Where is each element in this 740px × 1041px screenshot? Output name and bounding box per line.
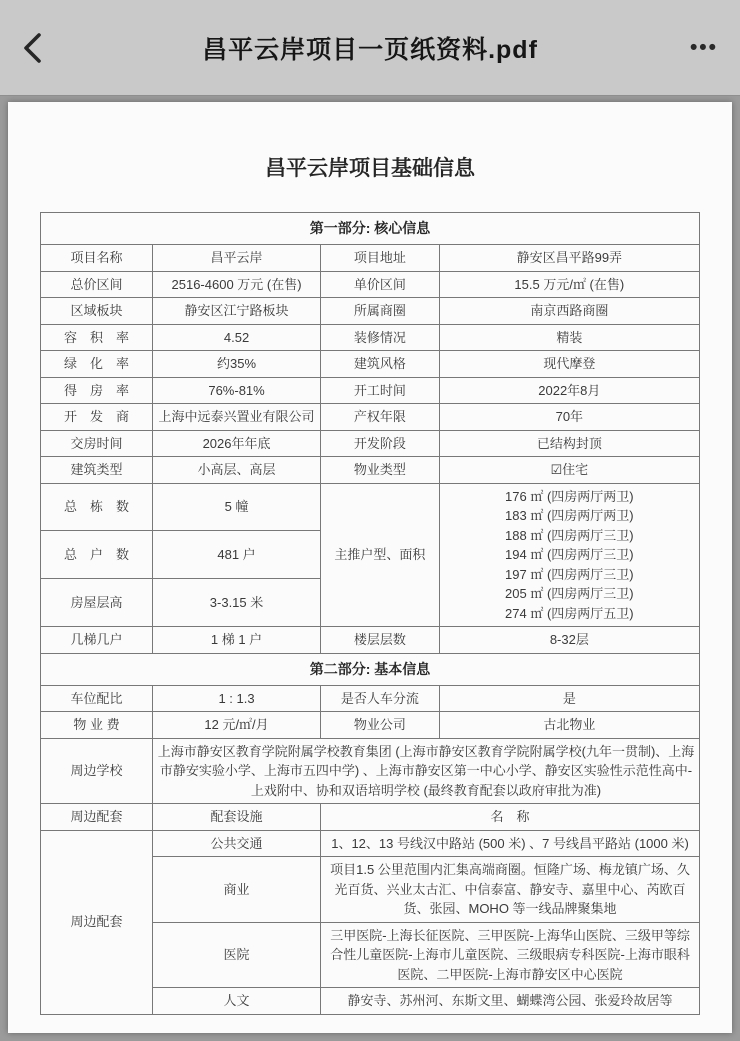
field-value: 481 户 xyxy=(153,531,321,579)
facility-category: 商业 xyxy=(153,857,321,923)
field-label: 容 积 率 xyxy=(41,324,153,351)
field-label: 几梯几户 xyxy=(41,627,153,654)
table-row xyxy=(41,627,700,654)
column-header-facility: 配套设施 xyxy=(153,804,321,831)
field-label: 房屋层高 xyxy=(41,579,153,627)
pdf-page xyxy=(8,102,732,1033)
field-value: 3-3.15 米 xyxy=(153,579,321,627)
field-label: 周边学校 xyxy=(41,738,153,804)
field-value: 12 元/㎡/月 xyxy=(153,712,321,739)
table-row xyxy=(41,457,700,484)
field-label: 总价区间 xyxy=(41,271,153,298)
field-label: 得 房 率 xyxy=(41,377,153,404)
facility-description: 三甲医院-上海长征医院、三甲医院-上海华山医院、三级甲等综合性儿童医院-上海市儿童医院、三级眼病专科医院-上海市眼科医院、二甲医院-上海市静安区中心医院 xyxy=(321,922,700,988)
field-value: 是 xyxy=(439,685,699,712)
section-header: 第一部分: 核心信息 xyxy=(41,213,700,245)
facility-description: 静安寺、苏州河、东斯文里、蝴蝶湾公园、张爱玲故居等 xyxy=(321,988,700,1015)
table-row xyxy=(41,685,700,712)
facility-description: 项目1.5 公里范围内汇集高端商圈。恒隆广场、梅龙镇广场、久光百货、兴业太古汇、中信泰富、静安寺、嘉里中心、芮欧百货、张园、MOHO 等一线品牌聚集地 xyxy=(321,857,700,923)
unit-type-item: 194 ㎡ (四房两厅三卫) xyxy=(505,547,634,562)
table-row xyxy=(41,830,700,857)
field-label: 项目名称 xyxy=(41,245,153,272)
field-value: 2516-4600 万元 (在售) xyxy=(153,271,321,298)
field-label: 物业公司 xyxy=(321,712,440,739)
field-value: 4.52 xyxy=(153,324,321,351)
unit-type-item: 274 ㎡ (四房两厅五卫) xyxy=(505,605,634,621)
table-row xyxy=(41,712,700,739)
field-label: 车位配比 xyxy=(41,685,153,712)
field-label: 项目地址 xyxy=(321,245,440,272)
section-1-header-row xyxy=(41,213,700,245)
field-value: 2022年8月 xyxy=(439,377,699,404)
field-value: 古北物业 xyxy=(439,712,699,739)
section-header: 第二部分: 基本信息 xyxy=(41,653,700,685)
field-value: 8-32层 xyxy=(439,627,699,654)
facility-category: 人文 xyxy=(153,988,321,1015)
field-value: 1 : 1.3 xyxy=(153,685,321,712)
table-row xyxy=(41,298,700,325)
document-heading: 昌平云岸项目基础信息 xyxy=(265,157,475,180)
field-label: 主推户型、面积 xyxy=(321,483,440,627)
field-value: 1 梯 1 户 xyxy=(153,627,321,654)
field-label: 区域板块 xyxy=(41,298,153,325)
field-value: 精装 xyxy=(439,324,699,351)
field-value: 昌平云岸 xyxy=(153,245,321,272)
field-label: 开工时间 xyxy=(321,377,440,404)
field-value: 2026年年底 xyxy=(153,430,321,457)
field-label: 产权年限 xyxy=(321,404,440,431)
table-row xyxy=(41,377,700,404)
more-icon: ••• xyxy=(689,35,718,59)
file-title: 昌平云岸项目一页纸资料.pdf xyxy=(202,35,538,64)
table-row xyxy=(41,271,700,298)
field-label: 交房时间 xyxy=(41,430,153,457)
field-value: 15.5 万元/㎡ (在售) xyxy=(439,271,699,298)
field-value: 南京西路商圈 xyxy=(439,298,699,325)
field-value: 小高层、高层 xyxy=(153,457,321,484)
field-value: 70年 xyxy=(439,404,699,431)
field-value: 静安区昌平路99弄 xyxy=(439,245,699,272)
field-label: 物业类型 xyxy=(321,457,440,484)
section-2-header-row xyxy=(41,653,700,685)
table-row xyxy=(41,324,700,351)
facility-category: 公共交通 xyxy=(153,830,321,857)
back-button[interactable] xyxy=(22,32,76,64)
unit-type-item: 176 ㎡ (四房两厅两卫) xyxy=(505,488,634,504)
field-label: 楼层层数 xyxy=(321,627,440,654)
table-row xyxy=(41,804,700,831)
field-label: 物 业 费 xyxy=(41,712,153,739)
field-label: 周边配套 xyxy=(41,830,153,1014)
column-header-name: 名 称 xyxy=(321,804,700,831)
field-label: 总 栋 数 xyxy=(41,483,153,531)
field-value: 静安区江宁路板块 xyxy=(153,298,321,325)
more-button[interactable] xyxy=(664,36,718,60)
field-value: ☑住宅 xyxy=(439,457,699,484)
field-label: 是否人车分流 xyxy=(321,685,440,712)
table-row xyxy=(41,738,700,804)
field-label: 所属商圈 xyxy=(321,298,440,325)
table-row xyxy=(41,351,700,378)
info-table xyxy=(40,212,700,1015)
field-value: 76%-81% xyxy=(153,377,321,404)
field-label: 单价区间 xyxy=(321,271,440,298)
unit-type-item: 188 ㎡ (四房两厅三卫) xyxy=(505,527,634,543)
unit-type-item: 183 ㎡ (四房两厅两卫) xyxy=(505,508,634,523)
table-row xyxy=(41,404,700,431)
field-label: 总 户 数 xyxy=(41,531,153,579)
table-row xyxy=(41,245,700,272)
field-label: 绿 化 率 xyxy=(41,351,153,378)
field-value: 现代摩登 xyxy=(439,351,699,378)
field-label: 周边配套 xyxy=(41,804,153,831)
unit-type-item: 205 ㎡ (四房两厅三卫) xyxy=(505,586,634,601)
unit-type-list xyxy=(439,483,699,627)
field-label: 开 发 商 xyxy=(41,404,153,431)
table-row xyxy=(41,483,700,531)
field-label: 建筑类型 xyxy=(41,457,153,484)
unit-type-item: 197 ㎡ (四房两厅三卫) xyxy=(505,566,634,582)
field-value: 约35% xyxy=(153,351,321,378)
facility-category: 医院 xyxy=(153,922,321,988)
field-value: 已结构封顶 xyxy=(439,430,699,457)
nav-bar xyxy=(0,0,740,96)
field-label: 装修情况 xyxy=(321,324,440,351)
schools-text: 上海市静安区教育学院附属学校教育集团 (上海市静安区教育学院附属学校(九年一贯制)、上海市静安实验小学、上海市五四中学) 、上海市静安区第一中心小学、静安区实验性示范性高中-上戏附中、协和双语培明学校 (最终教育配套以政府审批为准) xyxy=(153,738,700,804)
back-chevron-icon xyxy=(22,32,42,64)
field-label: 建筑风格 xyxy=(321,351,440,378)
field-value: 上海中远泰兴置业有限公司 xyxy=(153,404,321,431)
field-value: 5 幢 xyxy=(153,483,321,531)
field-label: 开发阶段 xyxy=(321,430,440,457)
table-row xyxy=(41,430,700,457)
facility-description: 1、12、13 号线汉中路站 (500 米) 、7 号线昌平路站 (1000 米) xyxy=(321,830,700,857)
